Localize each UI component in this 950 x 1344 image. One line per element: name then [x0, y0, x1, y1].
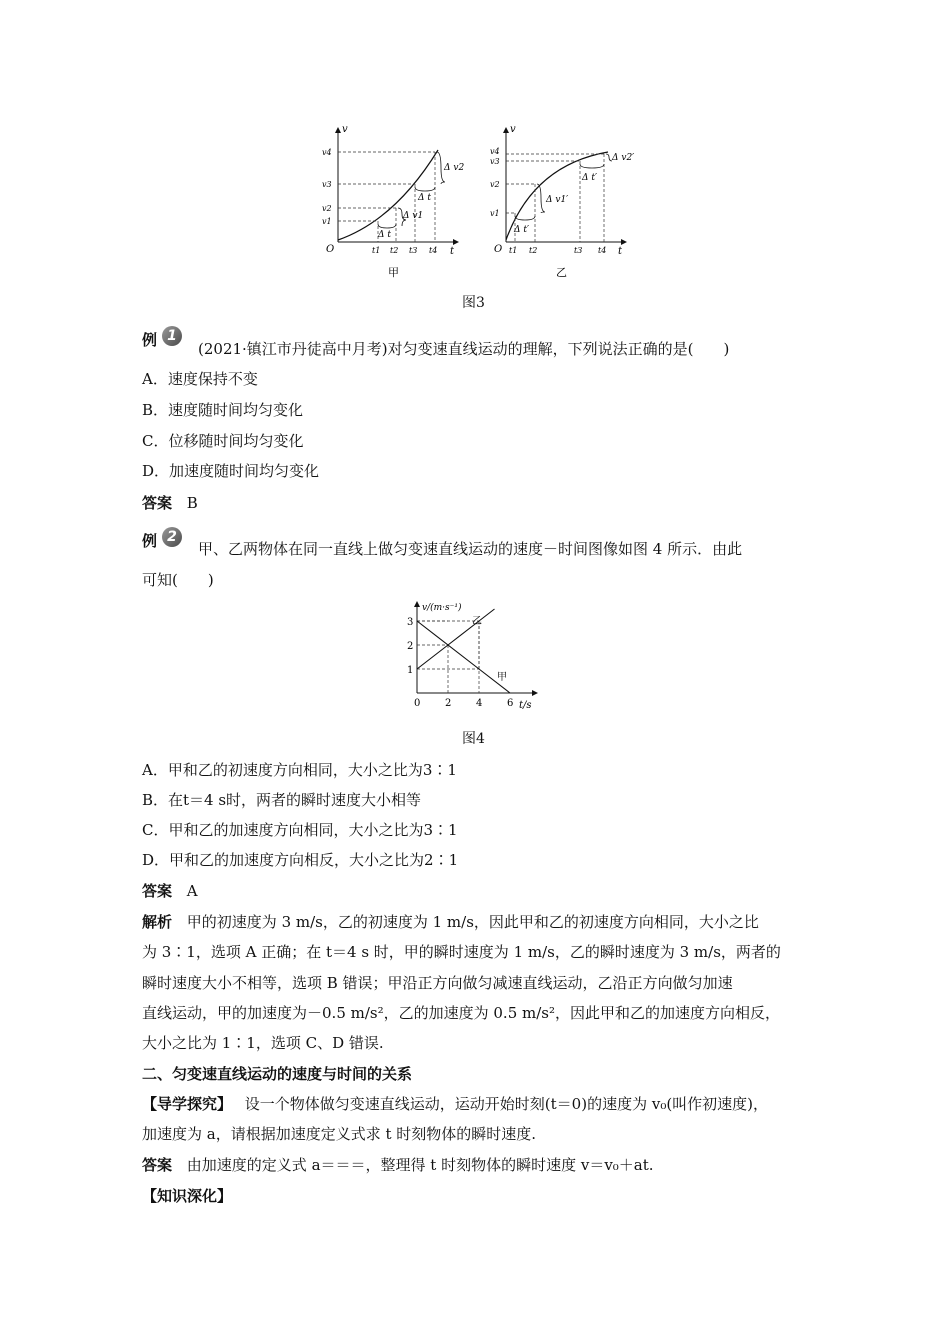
jia-v3: v3 [322, 180, 332, 189]
jia-t4: t4 [429, 246, 438, 255]
answer-label: 答案 [142, 882, 173, 900]
yi-axis-t: t [618, 246, 623, 257]
y-tick-3: 3 [407, 617, 414, 628]
yi-origin: O [494, 244, 503, 255]
yi-t4: t4 [598, 246, 607, 255]
example-2-question-line2: 可知( ) [142, 571, 214, 589]
figure-3-caption: 图3 [462, 295, 485, 311]
explore-line-2: 加速度为 a，请根据加速度定义式求 t 时刻物体的瞬时速度. [142, 1125, 537, 1143]
example-1-option-c: C．位移随时间均匀变化 [142, 432, 304, 450]
deepen-label: 【知识深化】 [142, 1187, 233, 1205]
figure-4-caption: 图4 [462, 731, 485, 747]
series-line-yi [417, 609, 495, 669]
graph-jia [322, 124, 464, 279]
y-tick-2: 2 [407, 641, 414, 652]
yi-axis-v: v [510, 124, 516, 135]
jia-t1: t1 [372, 246, 381, 255]
analysis-label: 解析 [142, 913, 173, 931]
example-1-option-a: A．速度保持不变 [142, 370, 258, 388]
jia-v1: v1 [322, 217, 332, 226]
figure-4-chart [395, 596, 555, 720]
y-tick-1: 1 [407, 665, 414, 676]
graph-yi [490, 124, 634, 279]
example-1-question: (2021·镇江市丹徒高中月考)对匀变速直线运动的理解，下列说法正确的是( ) [198, 340, 730, 358]
x-axis-label: t/s [519, 700, 532, 711]
example-2-label: 例 [142, 532, 158, 550]
example-1-option-d: D．加速度随时间均匀变化 [142, 462, 320, 480]
yi-sublabel: 乙 [556, 266, 567, 279]
analysis-line-1 [142, 912, 759, 932]
jia-axis-t: t [450, 246, 455, 257]
example-2-option-c: C．甲和乙的加速度方向相同，大小之比为3∶1 [142, 821, 458, 839]
analysis-text-1: 甲的初速度为 3 m/s，乙的初速度为 1 m/s，因此甲和乙的初速度方向相同，大小之比 [186, 913, 759, 931]
figure-3 [320, 120, 640, 285]
x-tick-0: 0 [414, 698, 421, 709]
x-tick-4: 4 [476, 698, 483, 709]
example-2-option-b: B．在t＝4 s时，两者的瞬时速度大小相等 [142, 791, 422, 809]
yi-dv1: Δ v1′ [546, 195, 569, 205]
answer-value: B [186, 494, 198, 512]
yi-dv2: Δ v2′ [612, 153, 635, 163]
explore-line-1 [142, 1094, 768, 1114]
yi-v1: v1 [490, 209, 500, 218]
yi-dt1: Δ t′ [514, 225, 530, 235]
jia-dt1: Δ t [378, 230, 391, 240]
section-2-answer [142, 1155, 654, 1175]
yi-t2: t2 [529, 246, 538, 255]
example-2-badge: 2 [162, 527, 182, 547]
example-2-option-a: A．甲和乙的初速度方向相同，大小之比为3∶1 [142, 761, 457, 779]
analysis-line-4: 直线运动，甲的加速度为－0.5 m/s²，乙的加速度为 0.5 m/s²，因此甲和乙的加速度方向相反， [142, 1004, 780, 1022]
analysis-line-3: 瞬时速度大小不相等，选项 B 错误；甲沿正方向做匀减速直线运动，乙沿正方向做匀加速 [142, 974, 733, 992]
jia-v2: v2 [322, 204, 332, 213]
series-label-jia: 甲 [497, 672, 507, 683]
example-2-option-d: D．甲和乙的加速度方向相反，大小之比为2∶1 [142, 851, 459, 869]
jia-origin: O [326, 244, 335, 255]
x-tick-2: 2 [445, 698, 452, 709]
answer-value: A [186, 882, 198, 900]
x-tick-6: 6 [507, 698, 514, 709]
example-1-badge: 1 [162, 326, 182, 346]
jia-dv2: Δ v2 [444, 163, 465, 173]
explore-text-1: 设一个物体做匀变速直线运动，运动开始时刻(t＝0)的速度为 v₀(叫作初速度)， [244, 1095, 769, 1113]
analysis-line-2: 为 3∶1，选项 A 正确；在 t＝4 s 时，甲的瞬时速度为 1 m/s，乙的瞬时速度为 3 m/s，两者的 [142, 943, 781, 961]
y-axis-label: v/(m·s⁻¹) [422, 603, 462, 613]
example-2-answer [142, 881, 198, 901]
yi-t3: t3 [574, 246, 583, 255]
yi-v3: v3 [490, 157, 500, 166]
example-1-answer [142, 493, 198, 513]
yi-v2: v2 [490, 180, 500, 189]
jia-axis-v: v [342, 124, 348, 135]
example-2-question-line1: 甲、乙两物体在同一直线上做匀变速直线运动的速度－时间图像如图 4 所示．由此 [198, 540, 743, 558]
explore-label: 【导学探究】 [142, 1095, 233, 1113]
yi-v4: v4 [490, 147, 500, 156]
series-label-yi: 乙 [472, 616, 482, 627]
section-2-heading: 二、匀变速直线运动的速度与时间的关系 [142, 1065, 413, 1083]
answer-label: 答案 [142, 494, 173, 512]
yi-t1: t1 [509, 246, 518, 255]
example-1-label: 例 [142, 331, 158, 349]
jia-t3: t3 [409, 246, 418, 255]
example-1-option-b: B．速度随时间均匀变化 [142, 401, 304, 419]
jia-t2: t2 [390, 246, 399, 255]
answer-text: 由加速度的定义式 a＝＝＝，整理得 t 时刻物体的瞬时速度 v＝v₀＋at. [186, 1156, 654, 1174]
jia-dv1: Δ v1 [403, 211, 424, 221]
jia-dt2: Δ t [418, 193, 431, 203]
answer-label: 答案 [142, 1156, 173, 1174]
yi-dt2: Δ t′ [582, 173, 598, 183]
analysis-line-5: 大小之比为 1∶1，选项 C、D 错误. [142, 1034, 384, 1052]
jia-v4: v4 [322, 148, 332, 157]
jia-sublabel: 甲 [388, 266, 399, 279]
